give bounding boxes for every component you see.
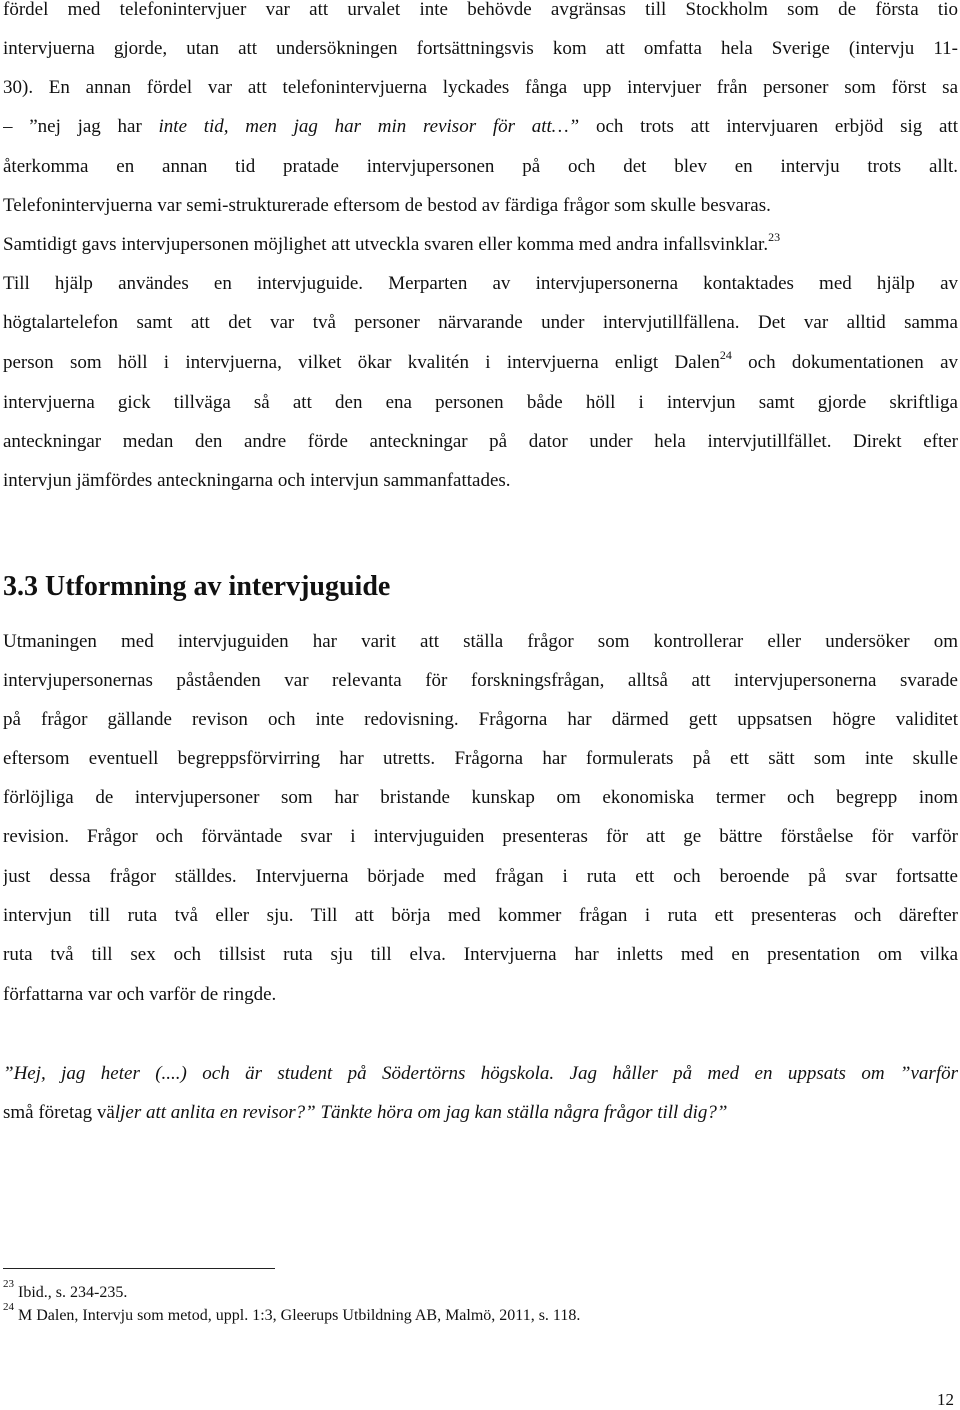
paragraph1-line-4 xyxy=(3,115,958,139)
paragraph2-line-4: eftersom eventuell begreppsförvirring har utretts. Frågorna har formulerats på ett sätt som inte skulle xyxy=(3,748,958,769)
footnote-23 xyxy=(3,1277,128,1303)
paragraph2-line-8: intervjun till ruta två eller sju. Till att börja med kommer frågan i ruta ett presenteras och därefter xyxy=(3,905,958,926)
paragraph1-line-12: anteckningar medan den andre förde anteckningar på dator under hela intervjutillfället. Direkt efter xyxy=(3,431,958,452)
paragraph2-line-5: förlöjliga de intervjupersoner som har bristande kunskap om ekonomiska termer och begrepp inom xyxy=(3,787,958,808)
paragraph2-line-3: på frågor gällande revison och inte redovisning. Frågorna har därmed gett uppsatsen högre validitet xyxy=(3,709,958,730)
quote-dash-text: – ”nej jag har xyxy=(3,116,159,137)
paragraph1-line-2: intervjuerna gjorde, utan att undersökningen fortsättningsvis kom att omfatta hela Sverige (intervju 11- xyxy=(3,38,958,59)
footnote-text: M Dalen, Intervju som metod, uppl. 1:3, Gleerups Utbildning AB, Malmö, 2011, s. 118. xyxy=(14,1307,581,1324)
paragraph2-line-7: just dessa frågor ställdes. Intervjuerna började med frågan i ruta ett och beroende på svar fortsatte xyxy=(3,866,958,887)
revisor-quote: inte tid, men jag har min revisor för att…” xyxy=(158,116,580,137)
paragraph1-line-10-rest: och dokumentationen av xyxy=(731,352,958,373)
paragraph1-line-13: intervjun jämfördes anteckningarna och intervjun sammanfattades. xyxy=(3,470,511,491)
footnote-text: Ibid., s. 234-235. xyxy=(14,1284,128,1301)
footnote-separator xyxy=(3,1268,275,1269)
paragraph1-line-10 xyxy=(3,351,958,375)
paragraph2-line-9: ruta två till sex och tillsist ruta sju till elva. Intervjuerna har inletts med en presentation om vilka xyxy=(3,944,958,965)
paragraph1-line-7-text: Samtidigt gavs intervjupersonen möjlighet att utveckla svaren eller komma med andra infallsvinklar. xyxy=(3,234,769,255)
paragraph1-line-11: intervjuerna gick tillväga så att den ena personen både höll i intervjun samt gjorde skriftliga xyxy=(3,392,958,413)
intro-quote-line-2-start: små företag vä xyxy=(3,1102,115,1123)
footnote-ref-24: 24 xyxy=(719,351,732,362)
paragraph1-line-10-text: person som höll i intervjuerna, vilket ökar kvalitén i intervjuerna enligt Dalen xyxy=(3,352,720,373)
footnote-ref-23: 23 xyxy=(768,233,781,244)
paragraph1-line-5: återkomma en annan tid pratade intervjupersonen på och det blev en intervju trots allt. xyxy=(3,156,958,177)
footnote-number: 23 xyxy=(3,1277,14,1290)
paragraph2-line-2: intervjupersonernas påståenden var relevanta för forskningsfrågan, alltså att intervjupersonerna svarade xyxy=(3,670,958,691)
paragraph2-line-1: Utmaningen med intervjuguiden har varit att ställa frågor som kontrollerar eller undersöker om xyxy=(3,631,958,652)
intro-quote-line-2-rest: ljer att anlita en revisor?” Tänkte höra om jag kan ställa några frågor till dig?” xyxy=(114,1102,728,1123)
paragraph1-line-9: högtalartelefon samt att det var två personer närvarande under intervjutillfällena. Det var alltid samma xyxy=(3,312,958,333)
paragraph1-line-6: Telefonintervjuerna var semi-strukturerade eftersom de bestod av färdiga frågor som skulle besvaras. xyxy=(3,195,771,216)
paragraph2-line-6: revision. Frågor och förväntade svar i intervjuguiden presenteras för att ge bättre förståelse för varför xyxy=(3,826,958,847)
paragraph1-line-3: 30). En annan fördel var att telefonintervjuerna lyckades fånga upp intervjuer från personer som först sa xyxy=(3,77,958,98)
page-number: 12 xyxy=(937,1390,954,1409)
footnote-24 xyxy=(3,1300,581,1326)
paragraph1-line-1: fördel med telefonintervjuer var att urvalet inte behövde avgränsas till Stockholm som de första tio xyxy=(3,0,958,20)
paragraph1-line-8: Till hjälp användes en intervjuguide. Merparten av intervjupersonerna kontaktades med hjälp av xyxy=(3,273,958,294)
footnote-number: 24 xyxy=(3,1300,14,1313)
intro-quote-line-1: ”Hej, jag heter (....) och är student på Södertörns högskola. Jag håller på med en uppsats om ”varför xyxy=(3,1063,958,1084)
paragraph1-line-4-rest: och trots att intervjuaren erbjöd sig att xyxy=(579,116,958,137)
section-heading: 3.3 Utformning av intervjuguide xyxy=(3,571,391,602)
intro-quote-line-2 xyxy=(3,1101,958,1125)
paragraph1-line-7 xyxy=(3,233,958,257)
paragraph2-line-10: författarna var och varför de ringde. xyxy=(3,984,277,1005)
